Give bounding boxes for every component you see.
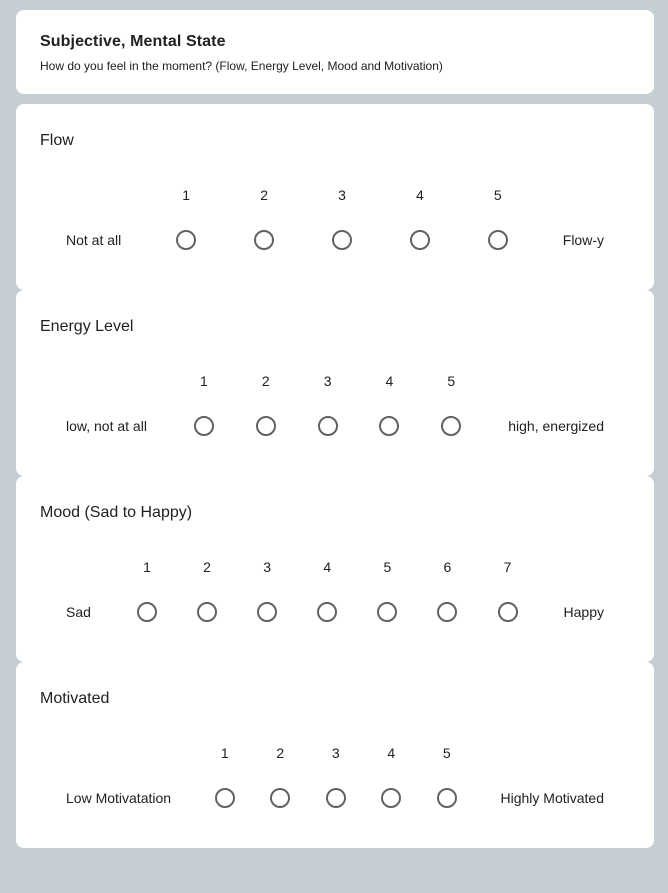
scale-option [420, 372, 482, 436]
scale-number-label: 2 [260, 187, 268, 203]
question-card [16, 290, 654, 476]
scale-options [173, 372, 482, 436]
scale-number-label: 1 [182, 187, 191, 203]
question-title: Motivated [40, 690, 110, 707]
scale-number-label: 3 [323, 373, 332, 389]
radio-button[interactable] [197, 602, 217, 622]
linear-scale [40, 744, 630, 808]
scale-options [117, 558, 538, 622]
radio-button[interactable] [332, 230, 352, 250]
scale-low-label: low, not at all [66, 418, 147, 434]
scale-number-label: 4 [385, 373, 394, 389]
scale-option [477, 558, 537, 622]
question-title: Energy Level [40, 318, 134, 335]
form-subtitle: How do you feel in the moment? (Flow, Energy Level, Mood and Motivation) [40, 59, 443, 73]
radio-button[interactable] [194, 416, 214, 436]
scale-number-label: 3 [338, 187, 346, 203]
radio-button[interactable] [379, 416, 399, 436]
scale-option [253, 744, 308, 808]
radio-button[interactable] [437, 788, 457, 808]
linear-scale [40, 558, 630, 622]
form-header-card [16, 10, 654, 94]
radio-button[interactable] [498, 602, 518, 622]
scale-number-label: 7 [503, 559, 512, 575]
radio-button[interactable] [270, 788, 290, 808]
questions-container [16, 104, 654, 848]
scale-high-label: high, energized [508, 418, 604, 434]
form-title: Subjective, Mental State [40, 33, 226, 50]
scale-option [308, 744, 363, 808]
scale-number-label: 5 [447, 373, 456, 389]
scale-number-label: 5 [383, 559, 392, 575]
scale-number-label: 1 [199, 373, 208, 389]
scale-option [303, 186, 381, 250]
scale-option [173, 372, 235, 436]
question-card [16, 662, 654, 848]
scale-number-label: 6 [443, 559, 452, 575]
scale-option [359, 372, 421, 436]
scale-number-label: 4 [323, 559, 332, 575]
radio-button[interactable] [254, 230, 274, 250]
radio-button[interactable] [215, 788, 235, 808]
radio-button[interactable] [441, 416, 461, 436]
scale-option [235, 372, 297, 436]
scale-options [197, 744, 474, 808]
scale-number-label: 5 [442, 745, 451, 761]
radio-button[interactable] [377, 602, 397, 622]
scale-number-label: 3 [331, 745, 340, 761]
scale-option [197, 744, 252, 808]
radio-button[interactable] [137, 602, 157, 622]
scale-option [417, 558, 477, 622]
scale-number-label: 3 [263, 559, 272, 575]
scale-option [381, 186, 459, 250]
radio-button[interactable] [410, 230, 430, 250]
scale-option [459, 186, 537, 250]
radio-button[interactable] [257, 602, 277, 622]
scale-option [117, 558, 177, 622]
radio-button[interactable] [326, 788, 346, 808]
scale-number-label: 5 [493, 187, 502, 203]
scale-number-label: 4 [387, 745, 396, 761]
scale-option [237, 558, 297, 622]
scale-high-label: Flow-y [562, 232, 604, 248]
scale-high-label: Highly Motivated [500, 790, 604, 806]
scale-option [225, 186, 303, 250]
scale-low-label: Not at all [66, 232, 122, 248]
scale-high-label: Happy [563, 604, 604, 620]
question-card [16, 104, 654, 290]
scale-option [364, 744, 419, 808]
scale-number-label: 4 [416, 187, 424, 203]
scale-option [297, 558, 357, 622]
scale-option [419, 744, 474, 808]
scale-low-label: Sad [66, 604, 91, 620]
scale-option [357, 558, 417, 622]
scale-option [177, 558, 237, 622]
scale-option [297, 372, 359, 436]
linear-scale [40, 372, 630, 436]
question-title: Flow [40, 132, 74, 149]
radio-button[interactable] [488, 230, 508, 250]
radio-button[interactable] [256, 416, 276, 436]
radio-button[interactable] [381, 788, 401, 808]
scale-number-label: 1 [143, 559, 151, 575]
radio-button[interactable] [176, 230, 196, 250]
radio-button[interactable] [318, 416, 338, 436]
scale-number-label: 1 [220, 745, 229, 761]
scale-options [147, 186, 537, 250]
radio-button[interactable] [437, 602, 457, 622]
scale-number-label: 2 [203, 559, 211, 575]
question-title: Mood (Sad to Happy) [40, 504, 193, 521]
linear-scale [40, 186, 630, 250]
scale-low-label: Low Motivatation [66, 790, 172, 806]
radio-button[interactable] [317, 602, 337, 622]
scale-number-label: 2 [261, 373, 270, 389]
scale-option [147, 186, 225, 250]
question-card [16, 476, 654, 662]
scale-number-label: 2 [276, 745, 285, 761]
